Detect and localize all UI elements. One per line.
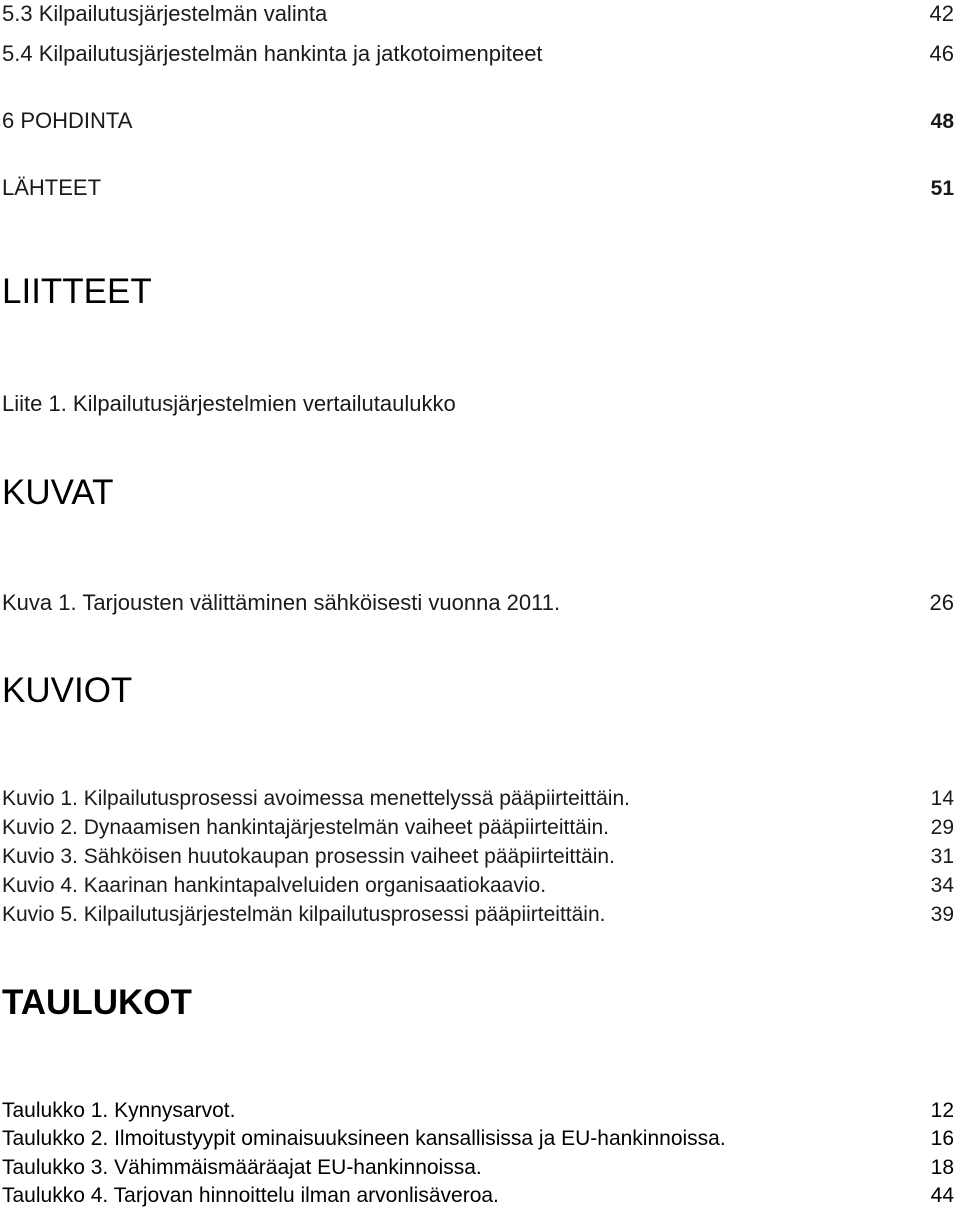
table-entry[interactable] [2, 1127, 954, 1151]
toc-entry-page: 46 [929, 41, 954, 66]
chart-entry[interactable] [2, 874, 954, 898]
table-entry-page: 44 [930, 1184, 954, 1207]
table-entry-label: Taulukko 1. Kynnysarvot. [2, 1099, 236, 1122]
figure-entry[interactable] [2, 590, 954, 616]
toc-entry-page: 48 [930, 110, 954, 133]
section-heading-liitteet: LIITTEET [2, 272, 152, 311]
table-entry-label: Taulukko 4. Tarjovan hinnoittelu ilman arvonlisäveroa. [2, 1184, 499, 1207]
chart-entry-page: 29 [930, 816, 954, 839]
toc-entry-page: 51 [930, 177, 954, 200]
chart-entry-page: 39 [930, 903, 954, 926]
chart-entry-page: 31 [930, 845, 954, 868]
toc-entry[interactable] [2, 175, 954, 201]
toc-entry-label: 5.3 Kilpailutusjärjestelmän valinta [2, 1, 328, 26]
table-entry[interactable] [2, 1184, 954, 1208]
chart-entry-label: Kuvio 1. Kilpailutusprosessi avoimessa menettelyssä pääpiirteittäin. [2, 787, 630, 810]
chart-entry[interactable] [2, 816, 954, 840]
chart-entry-label: Kuvio 2. Dynaamisen hankintajärjestelmän vaiheet pääpiirteittäin. [2, 816, 610, 839]
table-entry-page: 12 [930, 1099, 954, 1122]
toc-entry[interactable] [2, 108, 954, 134]
chart-entry-page: 14 [930, 787, 954, 810]
appendix-entry[interactable]: Liite 1. Kilpailutusjärjestelmien vertailutaulukko [2, 391, 456, 416]
toc-entry[interactable] [2, 1, 954, 27]
table-entry-label: Taulukko 3. Vähimmäismääräajat EU-hankinnoissa. [2, 1156, 482, 1179]
figure-entry-page: 26 [929, 590, 954, 615]
toc-entry-label: LÄHTEET [2, 175, 102, 200]
section-heading-taulukot: TAULUKOT [2, 983, 192, 1022]
chart-entry-label: Kuvio 5. Kilpailutusjärjestelmän kilpailutusprosessi pääpiirteittäin. [2, 903, 606, 926]
section-heading-kuviot: KUVIOT [2, 671, 133, 710]
toc-entry-label: 5.4 Kilpailutusjärjestelmän hankinta ja jatkotoimenpiteet [2, 41, 543, 66]
toc-entry-label: 6 POHDINTA [2, 108, 133, 133]
table-entry-label: Taulukko 2. Ilmoitustyypit ominaisuuksineen kansallisissa ja EU-hankinnoissa. [2, 1127, 726, 1150]
figure-entry-label: Kuva 1. Tarjousten välittäminen sähköisesti vuonna 2011. [2, 590, 561, 615]
section-heading-kuvat: KUVAT [2, 473, 114, 512]
chart-entry-label: Kuvio 4. Kaarinan hankintapalveluiden organisaatiokaavio. [2, 874, 547, 897]
chart-entry[interactable] [2, 787, 954, 811]
table-entry-page: 16 [930, 1127, 954, 1150]
table-entry[interactable] [2, 1099, 954, 1123]
chart-entry-label: Kuvio 3. Sähköisen huutokaupan prosessin vaiheet pääpiirteittäin. [2, 845, 615, 868]
table-entry-page: 18 [930, 1156, 954, 1179]
chart-entry-page: 34 [930, 874, 954, 897]
toc-entry[interactable] [2, 41, 954, 67]
table-entry[interactable] [2, 1156, 954, 1180]
toc-entry-page: 42 [929, 1, 954, 26]
chart-entry[interactable] [2, 903, 954, 927]
chart-entry[interactable] [2, 845, 954, 869]
